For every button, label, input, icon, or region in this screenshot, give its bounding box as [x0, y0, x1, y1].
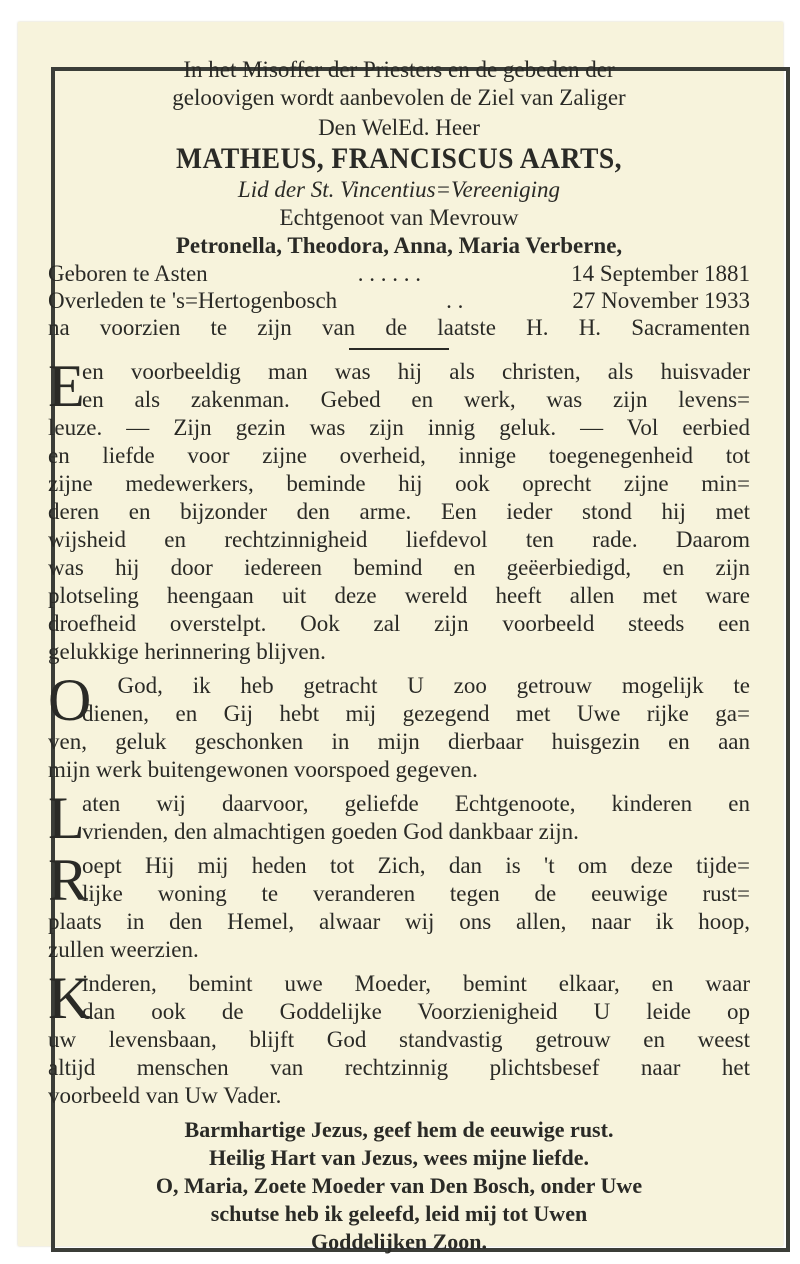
prayer-line: O, Maria, Zoete Moeder van Den Bosch, onder Uwe — [155, 1173, 643, 1198]
text-line: zullen weerzien. — [48, 937, 199, 962]
text-line: , God, ik heb getracht U zoo getrouw mogelijk te — [82, 673, 750, 698]
membership: Lid der St. Vincentius=Vereeniging — [237, 177, 561, 202]
text-line: leuze. — Zijn gezin was zijn innig geluk. — Vol eerbied — [48, 415, 750, 440]
prayer-line: Heilig Hart van Jezus, wees mijne liefde. — [208, 1145, 590, 1170]
text-line: dienen, en Gij hebt mij gezegend met Uwe rijke ga= — [82, 701, 750, 726]
spouse-label: Echtgenoot van Mevrouw — [279, 205, 519, 230]
paragraph — [48, 353, 750, 666]
death-label: Overleden te 's=Hertogenbosch — [48, 288, 338, 313]
birth-row — [48, 260, 750, 287]
divider — [349, 348, 449, 350]
text-line: en als zakenman. Gebed en werk, was zijn levens= — [82, 387, 750, 412]
paragraph — [48, 965, 750, 1110]
deceased-name: MATHEUS, FRANCISCUS AARTS, — [175, 142, 622, 175]
birth-dots: . . . . . . — [357, 261, 422, 286]
text-line: ven, geluk geschonken in mijn dierbaar huisgezin en aan — [48, 729, 750, 754]
text-line: vrienden, den almachtigen goeden God dankbaar zijn. — [82, 819, 579, 844]
drop-cap: L — [48, 785, 85, 851]
honorific: Den WelEd. Heer — [318, 115, 480, 140]
text-line: plotseling heengaan uit deze wereld heeft allen met ware — [48, 583, 750, 608]
intro-line: In het Misoffer der Priesters en de gebeden der — [183, 57, 615, 82]
birth-date: 14 September 1881 — [571, 261, 750, 286]
text-line: altijd menschen van rechtzinnig plichtsbesef naar het — [48, 1055, 750, 1080]
text-line: oept Hij mij heden tot Zich, dan is 't om deze tijde= — [82, 853, 750, 878]
text-line: aten wij daarvoor, geliefde Echtgenoote, kinderen en — [82, 791, 750, 816]
text-line: deren en bijzonder den arme. Een ieder stond hij met — [48, 499, 750, 524]
sacraments-line: na voorzien te zijn van de laatste H. H. Sacramenten — [48, 315, 750, 340]
body-text — [48, 353, 750, 1110]
spouse-name: Petronella, Theodora, Anna, Maria Verberne, — [175, 233, 623, 258]
text-line: inderen, bemint uwe Moeder, bemint elkaar, en waar — [82, 971, 750, 996]
text-line: lijke woning te veranderen tegen de eeuwige rust= — [82, 881, 750, 906]
drop-cap: E — [48, 353, 85, 419]
text-line: droefheid overstelpt. Ook zal zijn voorbeeld steeds een — [48, 611, 750, 636]
text-line: was hij door iedereen bemind en geëerbiedigd, en zijn — [48, 555, 750, 580]
text-line: en voorbeeldig man was hij als christen, als huisvader — [82, 359, 750, 384]
paragraph — [48, 667, 750, 784]
prayer-line: schutse heb ik geleefd, leid mij tot Uwen — [210, 1201, 588, 1226]
text-line: wijsheid en rechtzinnigheid liefdevol ten rade. Daarom — [48, 527, 750, 552]
paragraph — [48, 785, 750, 851]
prayer-line: Barmhartige Jezus, geef hem de eeuwige rust. — [184, 1117, 614, 1142]
drop-cap: R — [48, 847, 89, 913]
text-line: zijne medewerkers, beminde hij ook oprecht zijne min= — [48, 471, 750, 496]
death-row — [48, 287, 750, 314]
card-content — [48, 56, 750, 1256]
intro-line: geloovigen wordt aanbevolen de Ziel van Zaliger — [172, 85, 626, 110]
drop-cap: K — [48, 965, 92, 1031]
prayers — [48, 1116, 750, 1256]
prayer-line: Goddelijken Zoon. — [310, 1229, 488, 1254]
text-line: voorbeeld van Uw Vader. — [48, 1083, 282, 1108]
death-dots: . . — [446, 288, 464, 313]
text-line: en liefde voor zijne overheid, innige toegenegenheid tot — [48, 443, 750, 468]
death-date: 27 November 1933 — [572, 288, 750, 313]
text-line: gelukkige herinnering blijven. — [48, 639, 326, 664]
text-line: uw levensbaan, blijft God standvastig getrouw en weest — [48, 1027, 750, 1052]
text-line: mijn werk buitengewonen voorspoed gegeven. — [48, 757, 478, 782]
paragraph — [48, 847, 750, 964]
birth-label: Geboren te Asten — [48, 261, 208, 286]
text-line: plaats in den Hemel, alwaar wij ons allen, naar ik hoop, — [48, 909, 750, 934]
drop-cap: O — [48, 667, 92, 733]
text-line: dan ook de Goddelijke Voorzienigheid U leide op — [82, 999, 750, 1024]
